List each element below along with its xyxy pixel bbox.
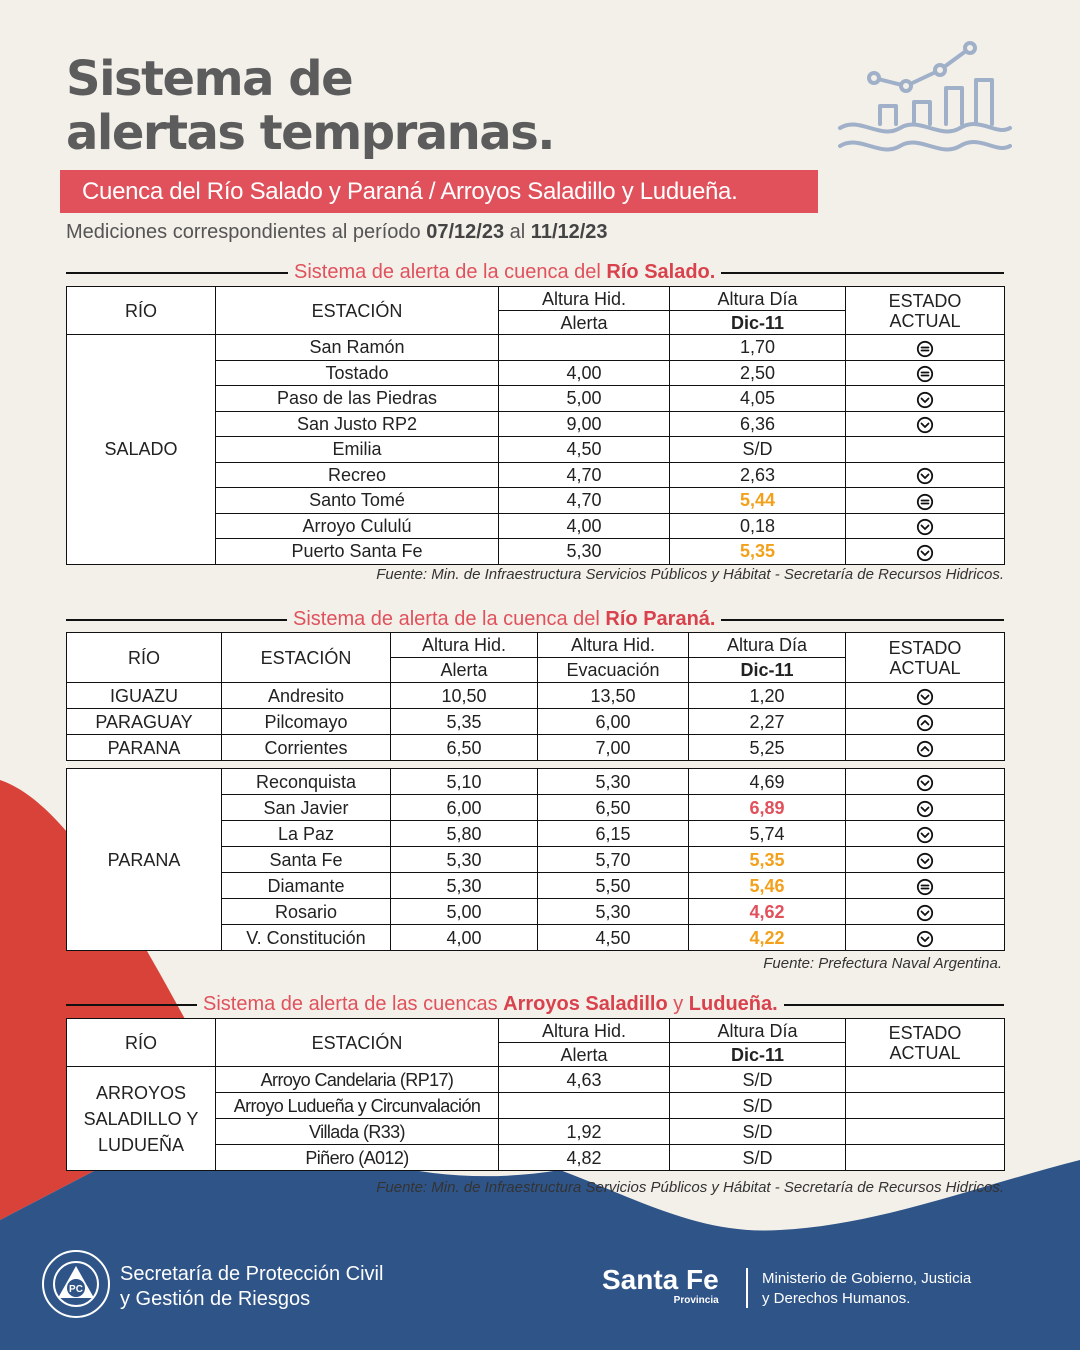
level-cell: 4,62: [689, 899, 846, 925]
alert-cell: 5,80: [391, 821, 538, 847]
header-altura-hid-evacuacion: Altura Hid.: [538, 633, 689, 658]
status-cell: [846, 795, 1005, 821]
down-icon: [916, 774, 934, 792]
status-cell: [846, 335, 1005, 361]
status-cell: [846, 709, 1005, 735]
down-icon: [916, 826, 934, 844]
header-alerta: Alerta: [391, 658, 538, 683]
header-estado: [846, 633, 1005, 683]
level-cell: 5,35: [670, 539, 846, 565]
station-cell: Santo Tomé: [216, 488, 499, 514]
river-line-1: ARROYOS: [95, 1082, 187, 1103]
status-cell: [846, 735, 1005, 761]
alert-cell: 10,50: [391, 683, 538, 709]
header-estado-label: ESTADO: [888, 637, 962, 658]
table-row: [67, 683, 1005, 709]
brand-sub: Provincia: [673, 1295, 719, 1306]
status-cell: [846, 360, 1005, 386]
alert-cell: 5,00: [391, 899, 538, 925]
source-label: Fuente:: [376, 566, 428, 583]
page-title: [66, 52, 554, 160]
footer-divider: [746, 1268, 748, 1308]
arroyos-table: [66, 1018, 1005, 1171]
header-estado: [846, 287, 1005, 335]
down-icon: [916, 904, 934, 922]
station-cell: Arroyo Cululú: [216, 513, 499, 539]
source-text: Prefectura Naval Argentina.: [818, 955, 1002, 972]
alert-cell: 5,10: [391, 769, 538, 795]
station-cell: Corrientes: [222, 735, 391, 761]
down-icon: [916, 930, 934, 948]
org-name: [120, 1262, 383, 1312]
alert-cell: 9,00: [499, 411, 670, 437]
header-fecha: Dic-11: [689, 658, 846, 683]
level-cell: 4,05: [670, 386, 846, 412]
down-icon: [916, 518, 934, 536]
header-actual-label: ACTUAL: [889, 310, 961, 331]
up-icon: [916, 714, 934, 732]
level-cell: S/D: [670, 1145, 846, 1171]
status-cell: [846, 847, 1005, 873]
down-icon: [916, 467, 934, 485]
ministry-name: [762, 1269, 971, 1309]
station-cell: Emilia: [216, 437, 499, 463]
status-cell: [846, 1093, 1005, 1119]
status-cell: [846, 821, 1005, 847]
seal-text: PC: [69, 1284, 83, 1295]
station-cell: San Justo RP2: [216, 411, 499, 437]
source-text: Min. de Infraestructura Servicios Públicos y Hábitat - Secretaría de Recursos Hidricos.: [431, 1179, 1004, 1196]
salado-title-pre: Sistema de alerta de la cuenca del: [294, 261, 601, 283]
level-cell: 5,46: [689, 873, 846, 899]
status-cell: [846, 1145, 1005, 1171]
status-cell: [846, 462, 1005, 488]
salado-source: [376, 566, 1004, 583]
header-rio: RÍO: [67, 633, 222, 683]
parana-table: [66, 632, 1005, 951]
status-cell: [846, 899, 1005, 925]
period-text: Mediciones correspondientes al período: [66, 221, 421, 243]
river-cell: IGUAZU: [67, 683, 222, 709]
header-estacion: ESTACIÓN: [216, 1019, 499, 1067]
ministry-line-2: y Derechos Humanos.: [762, 1290, 911, 1307]
header-estado: [846, 1019, 1005, 1067]
alert-cell: 4,82: [499, 1145, 670, 1171]
arroyos-source: [376, 1179, 1004, 1196]
down-icon: [916, 391, 934, 409]
alert-cell: 5,30: [391, 847, 538, 873]
level-cell: 5,44: [670, 488, 846, 514]
source-text: Min. de Infraestructura Servicios Públicos y Hábitat - Secretaría de Recursos Hidricos.: [431, 566, 1004, 583]
header-altura-hid: Altura Hid.: [499, 1019, 670, 1043]
parana-source: [763, 955, 1002, 972]
header-estacion: ESTACIÓN: [222, 633, 391, 683]
level-cell: 6,36: [670, 411, 846, 437]
header-fecha: Dic-11: [670, 311, 846, 335]
alert-cell: 6,50: [391, 735, 538, 761]
down-icon: [916, 416, 934, 434]
evac-cell: 5,70: [538, 847, 689, 873]
evac-cell: 5,30: [538, 769, 689, 795]
equal-icon: [916, 340, 934, 358]
header-altura-hid: Altura Hid.: [499, 287, 670, 311]
river-cell: PARANA: [67, 769, 222, 951]
river-line-2: SALADILLO Y: [83, 1108, 199, 1129]
status-cell: [846, 539, 1005, 565]
period-line: [66, 220, 608, 244]
table-row: [67, 735, 1005, 761]
river-cell: SALADO: [67, 335, 216, 565]
level-cell: 4,69: [689, 769, 846, 795]
header-evacuacion: Evacuación: [538, 658, 689, 683]
header-rio: RÍO: [67, 1019, 216, 1067]
alert-cell: 5,30: [499, 539, 670, 565]
evac-cell: 6,15: [538, 821, 689, 847]
station-cell: San Javier: [222, 795, 391, 821]
alert-cell: 4,00: [391, 925, 538, 951]
status-cell: [846, 1119, 1005, 1145]
table-row: [67, 335, 1005, 361]
salado-title-bold: Río Salado.: [606, 261, 716, 283]
alert-cell: 1,92: [499, 1119, 670, 1145]
alert-cell: 5,35: [391, 709, 538, 735]
level-cell: 4,22: [689, 925, 846, 951]
status-cell: [846, 411, 1005, 437]
parana-title-bold: Río Paraná.: [605, 608, 716, 630]
header-altura-dia: Altura Día: [670, 1019, 846, 1043]
header-alerta: Alerta: [499, 311, 670, 335]
period-mid: al: [509, 221, 526, 243]
salado-table: [66, 286, 1005, 565]
down-icon: [916, 800, 934, 818]
level-cell: 5,25: [689, 735, 846, 761]
equal-icon: [916, 878, 934, 896]
arroyos-title-mid: y: [673, 993, 684, 1015]
alert-cell: 4,00: [499, 513, 670, 539]
level-cell: 0,18: [670, 513, 846, 539]
level-cell: 6,89: [689, 795, 846, 821]
level-cell: 1,20: [689, 683, 846, 709]
alert-cell: 4,70: [499, 488, 670, 514]
alert-cell: 4,00: [499, 360, 670, 386]
station-cell: V. Constitución: [222, 925, 391, 951]
station-cell: Rosario: [222, 899, 391, 925]
water-level-chart-icon: [836, 40, 1012, 155]
arroyos-title-pre: Sistema de alerta de las cuencas: [203, 993, 498, 1015]
station-cell: Paso de las Piedras: [216, 386, 499, 412]
header-altura-dia: Altura Día: [689, 633, 846, 658]
station-cell: Arroyo Ludueña y Circunvalación: [216, 1093, 499, 1119]
evac-cell: 7,00: [538, 735, 689, 761]
header-altura-hid-alerta: Altura Hid.: [391, 633, 538, 658]
civil-protection-seal-icon: [40, 1248, 112, 1320]
station-cell: Reconquista: [222, 769, 391, 795]
level-cell: 5,74: [689, 821, 846, 847]
org-line-1: Secretaría de Protección Civil: [120, 1263, 384, 1285]
equal-icon: [916, 493, 934, 511]
header-rio: RÍO: [67, 287, 216, 335]
alert-cell: 4,70: [499, 462, 670, 488]
level-cell: S/D: [670, 1067, 846, 1093]
down-icon: [916, 688, 934, 706]
down-icon: [916, 852, 934, 870]
station-cell: Diamante: [222, 873, 391, 899]
river-cell: [67, 1067, 216, 1171]
level-cell: 1,70: [670, 335, 846, 361]
evac-cell: 5,50: [538, 873, 689, 899]
alert-cell: [499, 335, 670, 361]
salado-section-title: [288, 261, 721, 283]
status-cell: [846, 437, 1005, 463]
status-cell: [846, 925, 1005, 951]
level-cell: S/D: [670, 1119, 846, 1145]
status-cell: [846, 386, 1005, 412]
station-cell: Pilcomayo: [222, 709, 391, 735]
station-cell: Puerto Santa Fe: [216, 539, 499, 565]
org-line-2: y Gestión de Riesgos: [120, 1288, 311, 1310]
evac-cell: 5,30: [538, 899, 689, 925]
alert-cell: 4,50: [499, 437, 670, 463]
alert-cell: 4,63: [499, 1067, 670, 1093]
header-estado-label: ESTADO: [888, 1022, 962, 1043]
table-row: [67, 1067, 1005, 1093]
brand-name: Santa Fe: [602, 1264, 719, 1295]
alert-cell: 5,30: [391, 873, 538, 899]
title-line-2: alertas tempranas.: [66, 105, 554, 161]
arroyos-title-bold2: Ludueña.: [688, 993, 778, 1015]
header-fecha: Dic-11: [670, 1043, 846, 1067]
evac-cell: 6,50: [538, 795, 689, 821]
station-cell: San Ramón: [216, 335, 499, 361]
river-line-3: LUDUEÑA: [97, 1134, 185, 1155]
ministry-line-1: Ministerio de Gobierno, Justicia: [762, 1270, 972, 1287]
station-cell: Andresito: [222, 683, 391, 709]
station-cell: La Paz: [222, 821, 391, 847]
header-altura-dia: Altura Día: [670, 287, 846, 311]
alert-cell: 5,00: [499, 386, 670, 412]
evac-cell: 4,50: [538, 925, 689, 951]
arroyos-section-title: [197, 993, 784, 1015]
status-cell: [846, 1067, 1005, 1093]
river-cell: PARANA: [67, 735, 222, 761]
table-row: [67, 769, 1005, 795]
level-cell: 2,27: [689, 709, 846, 735]
station-cell: Santa Fe: [222, 847, 391, 873]
alert-cell: [499, 1093, 670, 1119]
station-cell: Villada (R33): [216, 1119, 499, 1145]
header-alerta: Alerta: [499, 1043, 670, 1067]
evac-cell: 6,00: [538, 709, 689, 735]
status-cell: [846, 683, 1005, 709]
santa-fe-logo: [602, 1265, 719, 1307]
title-line-1: Sistema de: [66, 51, 353, 107]
down-icon: [916, 544, 934, 562]
source-label: Fuente:: [376, 1179, 428, 1196]
status-cell: [846, 873, 1005, 899]
table-row: [67, 709, 1005, 735]
header-actual-label: ACTUAL: [889, 657, 961, 678]
station-cell: Piñero (A012): [216, 1145, 499, 1171]
level-cell: 2,63: [670, 462, 846, 488]
station-cell: Tostado: [216, 360, 499, 386]
header-estacion: ESTACIÓN: [216, 287, 499, 335]
period-end: 11/12/23: [530, 221, 608, 243]
river-cell: PARAGUAY: [67, 709, 222, 735]
basin-banner: Cuenca del Río Salado y Paraná / Arroyos Saladillo y Ludueña.: [60, 170, 818, 213]
header-estado-label: ESTADO: [888, 290, 962, 311]
level-cell: 5,35: [689, 847, 846, 873]
status-cell: [846, 769, 1005, 795]
station-cell: Recreo: [216, 462, 499, 488]
table-gap: [67, 761, 1005, 769]
equal-icon: [916, 365, 934, 383]
level-cell: S/D: [670, 1093, 846, 1119]
status-cell: [846, 488, 1005, 514]
up-icon: [916, 740, 934, 758]
level-cell: S/D: [670, 437, 846, 463]
parana-title-pre: Sistema de alerta de la cuenca del: [293, 608, 600, 630]
evac-cell: 13,50: [538, 683, 689, 709]
station-cell: Arroyo Candelaria (RP17): [216, 1067, 499, 1093]
header-actual-label: ACTUAL: [889, 1042, 961, 1063]
level-cell: 2,50: [670, 360, 846, 386]
period-start: 07/12/23: [426, 221, 505, 243]
source-label: Fuente:: [763, 955, 815, 972]
status-cell: [846, 513, 1005, 539]
arroyos-title-bold1: Arroyos Saladillo: [503, 993, 668, 1015]
alert-cell: 6,00: [391, 795, 538, 821]
parana-section-title: [287, 608, 721, 630]
